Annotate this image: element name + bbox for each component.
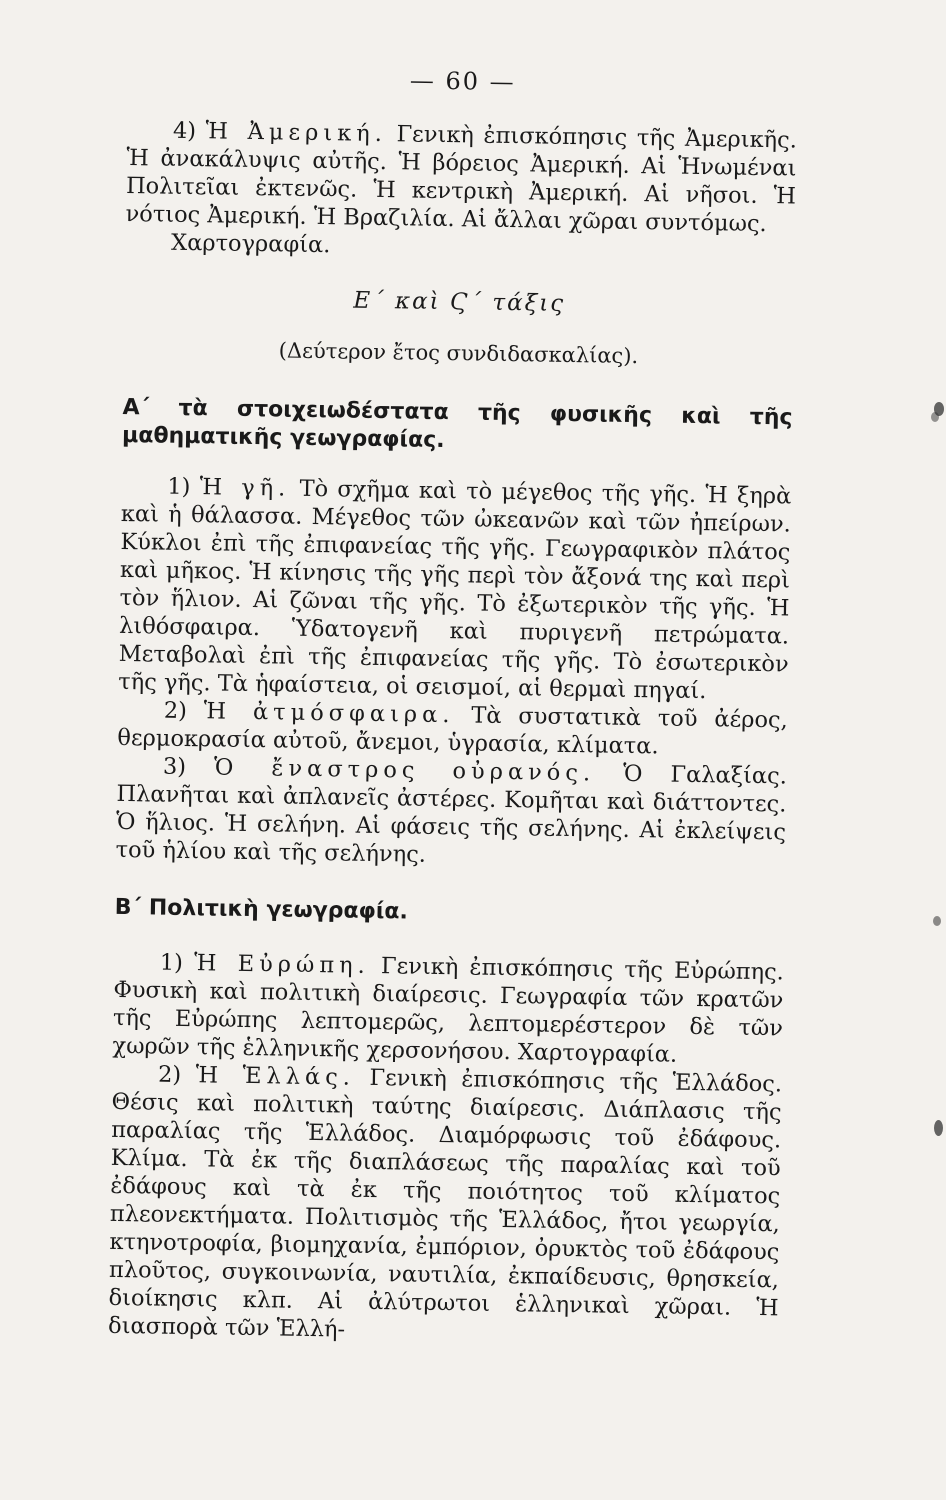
section-a-heading: Α΄ τὰ στοιχειωδέστατα τῆς φυσικῆς καὶ τῆς μαθηματικῆς γεωγραφίας. — [121, 394, 793, 454]
section-b-item-1 — [112, 948, 784, 1071]
item-number: 3) — [162, 753, 187, 780]
item-number: 1) — [159, 949, 184, 976]
item-title: Ἡ ἀτμόσφαιρα. — [203, 698, 455, 729]
item-title: Ἡ Ἑλλάς. — [195, 1062, 356, 1091]
section-b-heading: Β΄ Πολιτικὴ γεωγραφία. — [114, 894, 409, 925]
item-number: 1) — [167, 473, 191, 501]
scan-hole-mark — [933, 916, 941, 926]
scan-hole-mark — [931, 412, 939, 422]
scan-hole-mark — [934, 1120, 943, 1136]
item-title: Ὁ ἔναστρος οὐρανός. — [213, 754, 596, 787]
item-text: Τὰ συστατικὰ τοῦ ἀέρος, θερμοκρασία αὐτοῦ, ἄνεμοι, ὑγρασία, κλίματα. — [117, 702, 788, 760]
item-text: Γενικὴ ἐπισκόπησις τῆς Ἑλλάδος. Θέσις καὶ πολιτικὴ ταύτης διαίρεσις. Διάπλασις τῆς παραλίας τῆς Ἑλλάδος. Διαμόρφωσις τοῦ ἐδάφους. Κλίμα. Τὰ ἐκ τῆς διαπλάσεως τῆς παραλίας καὶ τοῦ ἐδάφους καὶ τὰ ἐκ τῆς ποιότητος τοῦ κλίματος πλεονεκτήματα. Πολιτισμὸς τῆς Ἑλλάδος, ἤτοι γεωργία, κτηνοτροφία, βιομηχανία, ἐμπόριον, ὀρυκτὸς τοῦ ἐδάφους πλοῦτος, συγκοινωνία, ναυτιλία, ἐκπαίδευσις, θρησκεία, διοίκησις κλπ. Αἱ ἀλύτρωτοι ἑλληνικαὶ χῶραι. Ἡ διασπορὰ τῶν Ἑλλή- — [107, 1064, 783, 1343]
item-title: Ἡ Εὐρώπη. — [193, 950, 370, 979]
item-title: Ἡ γῆ. — [199, 474, 291, 502]
intro-paragraph — [125, 116, 797, 239]
item-number: 2) — [163, 697, 188, 725]
section-a-item-1 — [118, 472, 791, 706]
intro-title: Ἡ Ἀμερική. — [205, 118, 388, 148]
intro-text: Γενικὴ ἐπισκόπησις τῆς Ἀμερικῆς. Ἡ ἀνακάλυψις αὐτῆς. Ἡ βόρειος Ἀμερική. Αἱ Ἡνωμέναι Πολιτεῖαι ἐκτενῶς. Ἡ κεντρικὴ Ἀμερική. Αἱ νῆσοι. Ἡ νότιος Ἀμερική. Ἡ Βραζιλία. Αἱ ἄλλαι χῶραι συντόμως. — [125, 121, 798, 238]
item-number: 2) — [157, 1061, 182, 1088]
item-text: Γενικὴ ἐπισκόπησις τῆς Εὐρώπης. Φυσικὴ καὶ πολιτικὴ διαίρεσις. Γεωγραφία τῶν κρατῶν τῆς Εὐρώπης λεπτομερῶς, λεπτομερέστερον δὲ τῶν χωρῶν τῆς ἑλληνικῆς χερσονήσου. Χαρτογραφία. — [112, 953, 785, 1068]
section-a-item-2 — [117, 696, 788, 763]
section-a-item-3 — [115, 752, 787, 875]
year-note: (Δεύτερον ἔτος συνδιδασκαλίας). — [278, 338, 639, 369]
intro-number: 4) — [172, 117, 197, 145]
class-heading: Ε΄ καὶ Ϛ΄ τάξις — [353, 287, 566, 317]
section-b-item-2 — [108, 1060, 782, 1350]
page-content — [108, 62, 798, 1350]
item-text: Τὸ σχῆμα καὶ τὸ μέγεθος τῆς γῆς. Ἡ ξηρὰ καὶ ἡ θάλασσα. Μέγεθος τῶν ὠκεανῶν καὶ τῶν ἠπείρων. Κύκλοι ἐπὶ τῆς ἐπιφανείας τῆς γῆς. Γεωγραφικὸν πλάτος καὶ μῆκος. Ἡ κίνησις τῆς γῆς περὶ τὸν ἄξονά της καὶ περὶ τὸν ἥλιον. Αἱ ζῶναι τῆς γῆς. Τὸ ἐξωτερικὸν τῆς γῆς. Ἡ λιθόσφαιρα. Ὑδατογενῆ καὶ πυριγενῆ πετρώματα. Μεταβολαὶ ἐπὶ τῆς ἐπιφανείας τῆς γῆς. Τὸ ἐσωτερικὸν τῆς γῆς. Τὰ ἡφαίστεια, οἱ σεισμοί, αἱ θερμαὶ πηγαί. — [118, 475, 792, 705]
page-number: — 60 — — [409, 66, 516, 97]
item-text: Ὁ Γαλαξίας. Πλανῆται καὶ ἀπλανεῖς ἀστέρες. Κομῆται καὶ διάττοντες. Ὁ ἥλιος. Ἡ σελήνη. Αἱ φάσεις τῆς σελήνης. Αἱ ἐκλείψεις τοῦ ἡλίου καὶ τῆς σελήνης. — [115, 760, 788, 868]
intro-cartography: Χαρτογραφία. — [170, 229, 331, 259]
